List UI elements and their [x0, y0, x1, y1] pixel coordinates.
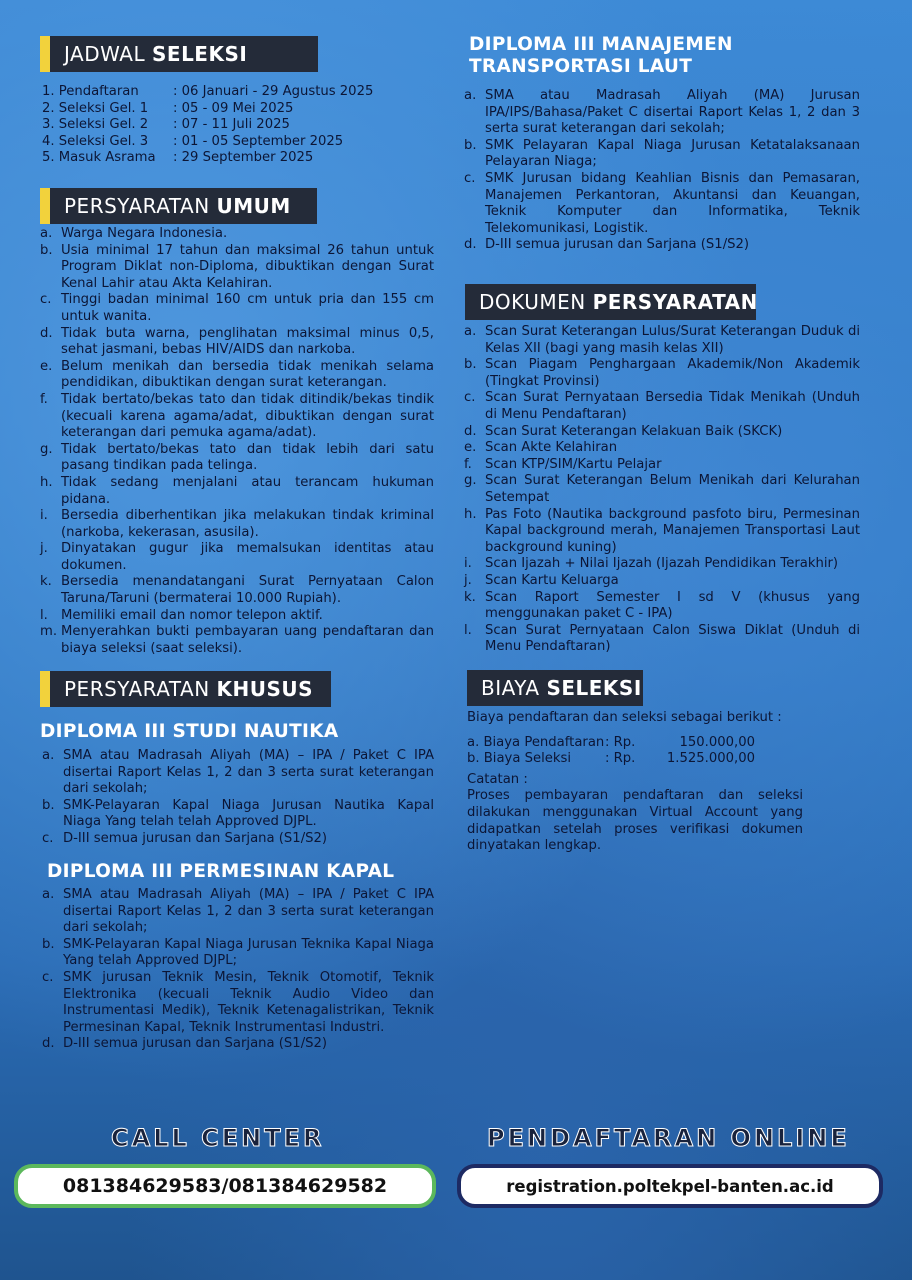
nautika-list: [42, 748, 434, 848]
jadwal-title: JADWAL SELEKSI: [64, 42, 248, 66]
list-marker: a.: [464, 88, 477, 103]
list-marker: h.: [40, 474, 53, 490]
banner-accent: [40, 671, 50, 707]
list-item: [40, 243, 434, 293]
list-item: [464, 171, 860, 237]
list-marker: f.: [464, 456, 472, 472]
biaya-intro: Biaya pendaftaran dan seleksi sebagai berikut :: [467, 710, 782, 725]
permesinan-list: [42, 887, 434, 1053]
khusus-banner: [40, 671, 331, 707]
list-marker: h.: [464, 506, 477, 522]
list-text: Warga Negara Indonesia.: [61, 226, 228, 241]
list-item: [40, 392, 434, 442]
schedule-label: 1. Pendaftaran: [42, 84, 139, 99]
fee-amount: 1.525.000,00: [666, 751, 755, 767]
list-marker: k.: [464, 589, 476, 605]
schedule-value: : 29 September 2025: [173, 150, 314, 166]
list-text: Scan Surat Keterangan Lulus/Surat Keterangan Duduk di Kelas XII (bagi yang masih kelas XII): [485, 324, 860, 356]
list-marker: k.: [40, 574, 52, 590]
fee-row: [467, 735, 847, 752]
list-item: [42, 970, 434, 1036]
list-text: Menyerahkan bukti pembayaran uang pendaftaran dan biaya seleksi (saat seleksi).: [61, 624, 434, 656]
schedule-row: [42, 134, 432, 151]
schedule-row: [42, 101, 432, 118]
list-item: [464, 237, 860, 254]
list-item: [40, 574, 434, 607]
list-text: D-III semua jurusan dan Sarjana (S1/S2): [63, 830, 328, 846]
list-marker: d.: [464, 237, 477, 253]
list-item: [40, 608, 434, 625]
list-marker: c.: [42, 969, 54, 985]
list-marker: a.: [464, 324, 477, 339]
list-text: Scan KTP/SIM/Kartu Pelajar: [485, 456, 662, 472]
list-item: [40, 475, 434, 508]
fee-currency: : Rp.: [605, 751, 636, 767]
list-text: Scan Surat Keterangan Kelakuan Baik (SKCK): [485, 423, 783, 439]
fee-currency: : Rp.: [605, 734, 636, 750]
list-marker: b.: [40, 242, 53, 258]
list-item: [40, 359, 434, 392]
list-item: [40, 442, 434, 475]
list-marker: e.: [40, 358, 53, 374]
list-item: [464, 324, 860, 357]
list-item: [464, 507, 860, 557]
list-item: [464, 357, 860, 390]
list-marker: b.: [42, 936, 55, 952]
list-text: D-III semua jurusan dan Sarjana (S1/S2): [485, 237, 750, 253]
transportasi-heading-line2: TRANSPORTASI LAUT: [469, 56, 693, 77]
list-marker: b.: [464, 137, 477, 153]
list-text: Scan Raport Semester I sd V (khusus yang menggunakan paket C - IPA): [485, 589, 860, 622]
list-item: [464, 457, 860, 474]
biaya-block: [467, 710, 847, 855]
schedule-value: : 07 - 11 Juli 2025: [173, 117, 290, 133]
list-text: Dinyatakan gugur jika memalsukan identitas atau dokumen.: [61, 541, 434, 573]
list-text: Scan Piagam Penghargaan Akademik/Non Akademik (Tingkat Provinsi): [485, 357, 860, 389]
transportasi-list: [464, 88, 860, 254]
list-text: SMK-Pelayaran Kapal Niaga Jurusan Teknika Kapal Niaga Yang telah Approved DJPL;: [63, 936, 434, 969]
list-text: SMK Pelayaran Kapal Niaga Jurusan Ketatalaksanaan Pelayaran Niaga;: [485, 137, 860, 170]
list-text: Usia minimal 17 tahun dan maksimal 26 tahun untuk Program Diklat non-Diploma, dibuktikan dengan Surat Kenal Lahir atau Akta Kelahiran.: [61, 242, 434, 291]
list-text: Bersedia diberhentikan jika melakukan tindak kriminal (narkoba, kekerasan, asusila).: [61, 508, 434, 540]
schedule-label: 5. Masuk Asrama: [42, 150, 156, 166]
transportasi-heading-line1: DIPLOMA III MANAJEMEN: [469, 34, 733, 55]
list-marker: d.: [40, 325, 53, 341]
list-item: [40, 541, 434, 574]
schedule-label: 2. Seleksi Gel. 1: [42, 100, 149, 116]
list-item: [464, 424, 860, 441]
banner-accent: [40, 36, 50, 72]
banner-accent: [40, 188, 50, 224]
list-item: [464, 623, 860, 656]
list-text: Tidak bertato/bekas tato dan tidak lebih dari satu pasang tindikan pada telinga.: [61, 441, 434, 474]
biaya-fee-table: [467, 735, 847, 768]
list-text: Tidak buta warna, penglihatan maksimal minus 0,5, sehat jasmani, bebas HIV/AIDS dan narkoba.: [61, 325, 434, 358]
list-item: [42, 1036, 434, 1053]
list-marker: e.: [464, 440, 477, 456]
list-text: Tidak bertato/bekas tato dan tidak ditindik/bekas tindik (kecuali karena agama/adat, dibuktikan dengan surat keterangan dari pemuka agama/adat).: [61, 391, 434, 441]
list-text: Bersedia menandatangani Surat Pernyataan Calon Taruna/Taruni (bermaterai 10.000 Rupiah).: [61, 574, 434, 607]
list-item: [40, 508, 434, 541]
list-marker: c.: [42, 830, 54, 846]
biaya-note: Proses pembayaran pendaftaran dan seleksi dilakukan menggunakan Virtual Account yang didapatkan setelah proses verifikasi dokumen dinyatakan lengkap.: [467, 788, 803, 854]
nautika-heading: DIPLOMA III STUDI NAUTIKA: [40, 721, 339, 742]
schedule-value: : 05 - 09 Mei 2025: [173, 100, 294, 116]
list-marker: j.: [464, 572, 472, 588]
list-marker: l.: [40, 607, 48, 623]
list-marker: g.: [464, 473, 477, 489]
list-text: SMA atau Madrasah Aliyah (MA) Jurusan IPA/IPS/Bahasa/Paket C disertai Raport Kelas 1, 2 dan 3 serta surat keterangan dari sekolah;: [485, 88, 860, 137]
list-marker: c.: [40, 292, 52, 308]
list-item: [464, 390, 860, 423]
khusus-title: PERSYARATAN KHUSUS: [64, 677, 314, 701]
list-marker: i.: [464, 556, 472, 572]
list-text: Tidak sedang menjalani atau terancam hukuman pidana.: [61, 474, 434, 507]
list-item: [42, 798, 434, 831]
call-center-numbers: 081384629583/081384629582: [14, 1164, 436, 1208]
list-marker: f.: [40, 391, 48, 407]
list-marker: d.: [42, 1036, 55, 1052]
list-marker: d.: [464, 423, 477, 439]
list-text: Pas Foto (Nautika background pasfoto biru, Permesinan Kapal background merah, Manajemen Transportasi Laut background kuning): [485, 506, 860, 555]
list-item: [40, 292, 434, 325]
list-text: D-III semua jurusan dan Sarjana (S1/S2): [63, 1036, 328, 1052]
permesinan-heading: DIPLOMA III PERMESINAN KAPAL: [47, 861, 395, 882]
list-item: [40, 624, 434, 657]
list-text: SMK Jurusan bidang Keahlian Bisnis dan Pemasaran, Manajemen Perkantoran, Akuntansi dan Keuangan, Teknik Komputer dan Informatika, Teknik Telekomunikasi, Logistik.: [485, 170, 860, 236]
list-item: [464, 88, 860, 138]
fee-label: b. Biaya Seleksi: [467, 751, 572, 767]
fee-amount: 150.000,00: [679, 734, 755, 750]
list-text: Belum menikah dan bersedia tidak menikah selama pendidikan, dibuktikan dengan surat keterangan.: [61, 358, 434, 391]
schedule-row: [42, 117, 432, 134]
list-text: Scan Akte Kelahiran: [485, 440, 618, 456]
list-text: SMA atau Madrasah Aliyah (MA) – IPA / Paket C IPA disertai Raport Kelas 1, 2 dan 3 serta surat keterangan dari sekolah;: [63, 748, 434, 797]
list-item: [464, 590, 860, 623]
list-text: SMA atau Madrasah Aliyah (MA) – IPA / Paket C IPA disertai Raport Kelas 1, 2 dan 3 serta surat keterangan dari sekolah;: [63, 887, 434, 936]
list-text: Scan Surat Pernyataan Bersedia Tidak Menikah (Unduh di Menu Pendaftaran): [485, 390, 860, 422]
dokumen-list: [464, 324, 860, 656]
pendaftaran-online-title: PENDAFTARAN ONLINE: [487, 1124, 850, 1152]
dokumen-banner: [465, 284, 756, 320]
list-item: [464, 556, 860, 573]
biaya-title: BIAYA SELEKSI: [481, 676, 642, 700]
jadwal-list: [42, 84, 432, 167]
schedule-value: : 01 - 05 September 2025: [173, 133, 344, 149]
list-text: Scan Surat Pernyataan Calon Siswa Diklat (Unduh di Menu Pendaftaran): [485, 622, 860, 655]
fee-label: a. Biaya Pendaftaran: [467, 734, 605, 750]
list-marker: b.: [464, 357, 477, 373]
list-marker: m.: [40, 624, 58, 640]
umum-banner: [40, 188, 317, 224]
list-text: Tinggi badan minimal 160 cm untuk pria dan 155 cm untuk wanita.: [61, 292, 434, 324]
list-item: [40, 326, 434, 359]
list-marker: c.: [464, 390, 476, 406]
list-text: SMK-Pelayaran Kapal Niaga Jurusan Nautika Kapal Niaga Yang telah telah Approved DJPL.: [63, 797, 434, 830]
list-text: Scan Ijazah + Nilai Ijazah (Ijazah Pendidikan Terakhir): [485, 556, 839, 572]
list-marker: a.: [42, 887, 55, 902]
call-center-title: CALL CENTER: [111, 1124, 325, 1152]
list-marker: a.: [40, 226, 53, 241]
fee-row: [467, 751, 847, 768]
list-text: SMK jurusan Teknik Mesin, Teknik Otomotif, Teknik Elektronika (kecuali Teknik Audio Video dan Instrumentasi Medik), Teknik Ketenagalistrikan, Teknik Permesinan Kapal, Teknik Instrumentasi Industri.: [63, 969, 434, 1035]
umum-list: [40, 226, 434, 657]
registration-link[interactable]: registration.poltekpel-banten.ac.id: [457, 1164, 883, 1208]
list-item: [464, 440, 860, 457]
schedule-row: [42, 84, 432, 101]
list-marker: i.: [40, 508, 48, 524]
schedule-row: [42, 150, 432, 167]
schedule-label: 4. Seleksi Gel. 3: [42, 133, 149, 149]
list-marker: l.: [464, 622, 472, 638]
list-marker: c.: [464, 170, 476, 186]
dokumen-title: DOKUMEN PERSYARATAN: [479, 290, 758, 314]
list-marker: a.: [42, 748, 55, 763]
biaya-note-label: Catatan :: [467, 771, 528, 787]
list-item: [464, 138, 860, 171]
schedule-value: : 06 Januari - 29 Agustus 2025: [173, 84, 374, 99]
list-item: [464, 573, 860, 590]
transportasi-heading: [469, 34, 733, 78]
jadwal-banner: [40, 36, 318, 72]
list-item: [464, 473, 860, 506]
list-marker: b.: [42, 797, 55, 813]
list-item: [42, 937, 434, 970]
list-item: [40, 226, 434, 243]
list-text: Memiliki email dan nomor telepon aktif.: [61, 607, 323, 623]
biaya-banner: [467, 670, 643, 706]
list-text: Scan Kartu Keluarga: [485, 572, 619, 588]
list-item: [42, 887, 434, 937]
list-marker: g.: [40, 441, 53, 457]
schedule-label: 3. Seleksi Gel. 2: [42, 117, 149, 133]
list-marker: j.: [40, 541, 48, 557]
list-item: [42, 748, 434, 798]
umum-title: PERSYARATAN UMUM: [64, 194, 291, 218]
list-item: [42, 831, 434, 848]
list-text: Scan Surat Keterangan Belum Menikah dari Kelurahan Setempat: [485, 473, 860, 505]
